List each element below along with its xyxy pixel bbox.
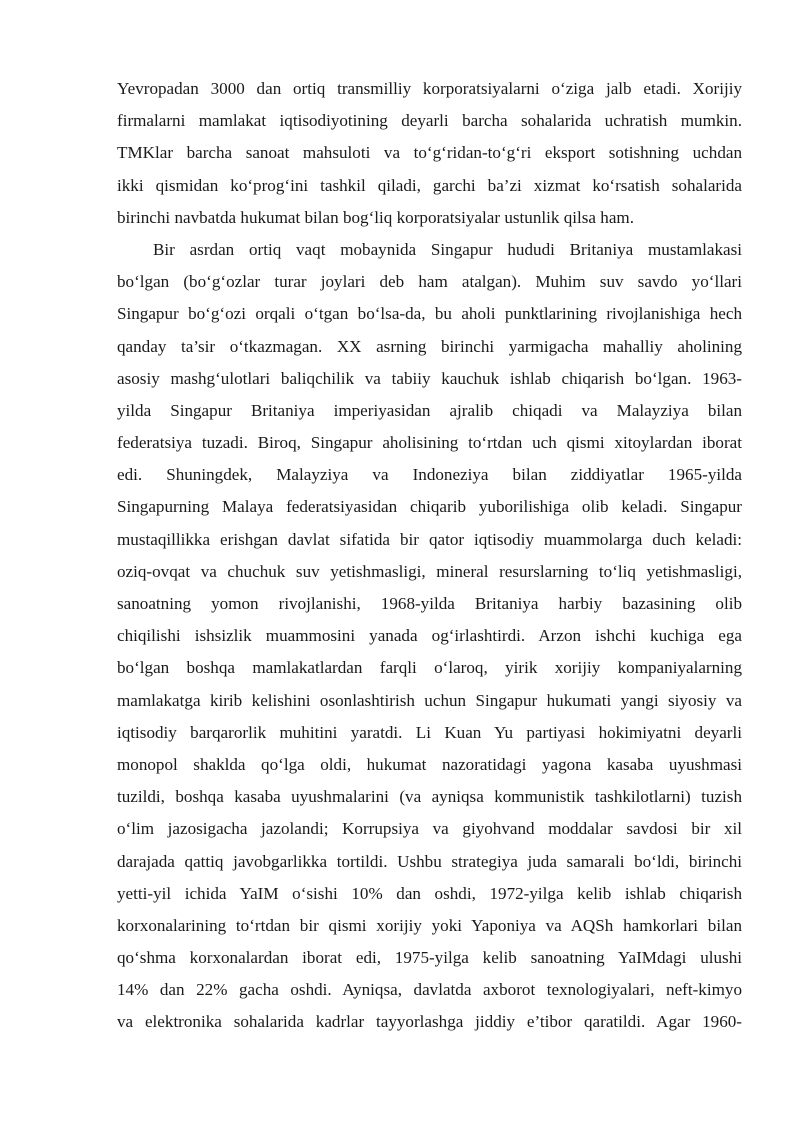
text-line: sanoatning yomon rivojlanishi, 1968-yilda Britaniya harbiy bazasining olib xyxy=(117,594,742,613)
paragraph-1 xyxy=(117,73,742,234)
document-page xyxy=(117,73,742,1039)
text-line: mustaqillikka erishgan davlat sifatida bir qator iqtisodiy muammolarga duch keladi: xyxy=(117,529,742,549)
text-line: 14% dan 22% gacha oshdi. Ayniqsa, davlatda axborot texnologiyalari, neft-kimyo xyxy=(117,980,742,1000)
text-line: federatsiya tuzadi. Biroq, Singapur aholisining to‘rtdan uch qismi xitoylardan iborat xyxy=(117,433,742,453)
text-line: Yevropadan 3000 dan ortiq transmilliy korporatsiyalarni o‘ziga jalb etadi. Xorijiy xyxy=(117,79,742,98)
text-line: firmalarni mamlakat iqtisodiyotining deyarli barcha sohalarida uchratish mumkin. xyxy=(117,111,742,131)
text-line: Singapurning Malaya federatsiyasidan chiqarib yuborilishiga olib keladi. Singapur xyxy=(117,497,742,517)
text-line: mamlakatga kirib kelishini osonlashtirish uchun Singapur hukumati yangi siyosiy va xyxy=(117,690,742,710)
text-line: TMKlar barcha sanoat mahsuloti va to‘g‘ridan-to‘g‘ri eksport sotishning uchdan xyxy=(117,143,742,163)
text-line: iqtisodiy barqarorlik muhitini yaratdi. Li Kuan Yu partiyasi hokimiyatni deyarli xyxy=(117,722,742,742)
text-line: Singapur bo‘g‘ozi orqali o‘tgan bo‘lsa-da, bu aholi punktlarining rivojlanishiga hech xyxy=(117,304,742,324)
text-line: chiqilishi ishsizlik muammosini yanada og‘irlashtirdi. Arzon ishchi kuchiga ega xyxy=(117,626,742,646)
text-line: bo‘lgan (bo‘g‘ozlar turar joylari deb ham atalgan). Muhim suv savdo yo‘llari xyxy=(117,272,742,292)
text-line: qanday ta’sir o‘tkazmagan. XX asrning birinchi yarmigacha mahalliy aholining xyxy=(117,336,742,356)
text-line: va elektronika sohalarida kadrlar tayyorlashga jiddiy e’tibor qaratildi. Agar 1960- xyxy=(117,1012,742,1032)
text-line: Bir asrdan ortiq vaqt mobaynida Singapur hududi Britaniya mustamlakasi xyxy=(153,239,742,259)
text-line: qo‘shma korxonalardan iborat edi, 1975-yilga kelib sanoatning YaIMdagi ulushi xyxy=(117,948,742,968)
text-line: edi. Shuningdek, Malayziya va Indoneziya bilan ziddiyatlar 1965-yilda xyxy=(117,465,742,485)
text-line: bo‘lgan boshqa mamlakatlardan farqli o‘laroq, yirik xorijiy kompaniyalarning xyxy=(117,658,742,678)
text-line: asosiy mashg‘ulotlari baliqchilik va tabiiy kauchuk ishlab chiqarish bo‘lgan. 1963- xyxy=(117,368,742,388)
text-line: korxonalarining to‘rtdan bir qismi xorijiy yoki Yaponiya va AQSh hamkorlari bilan xyxy=(117,915,742,935)
text-line: yilda Singapur Britaniya imperiyasidan ajralib chiqadi va Malayziya bilan xyxy=(117,400,742,420)
text-line: monopol shaklda qo‘lga oldi, hukumat nazoratidagi yagona kasaba uyushmasi xyxy=(117,754,742,774)
text-line: yetti-yil ichida YaIM o‘sishi 10% dan oshdi, 1972-yilga kelib ishlab chiqarish xyxy=(117,883,742,903)
text-line: tuzildi, boshqa kasaba uyushmalarini (va ayniqsa kommunistik tashkilotlarni) tuzish xyxy=(117,787,742,807)
text-line: birinchi navbatda hukumat bilan bog‘liq korporatsiyalar ustunlik qilsa ham. xyxy=(117,207,634,227)
paragraph-2 xyxy=(117,234,742,1039)
text-line: oziq-ovqat va chuchuk suv yetishmasligi, mineral resurslarning to‘liq yetishmasligi, xyxy=(117,561,742,581)
text-line: o‘lim jazosigacha jazolandi; Korrupsiya va giyohvand moddalar savdosi bir xil xyxy=(117,819,742,839)
text-line: ikki qismidan ko‘prog‘ini tashkil qiladi, garchi ba’zi xizmat ko‘rsatish sohalarida xyxy=(117,175,742,195)
text-line: darajada qattiq javobgarlikka tortildi. Ushbu strategiya juda samarali bo‘ldi, birinchi xyxy=(117,851,742,871)
